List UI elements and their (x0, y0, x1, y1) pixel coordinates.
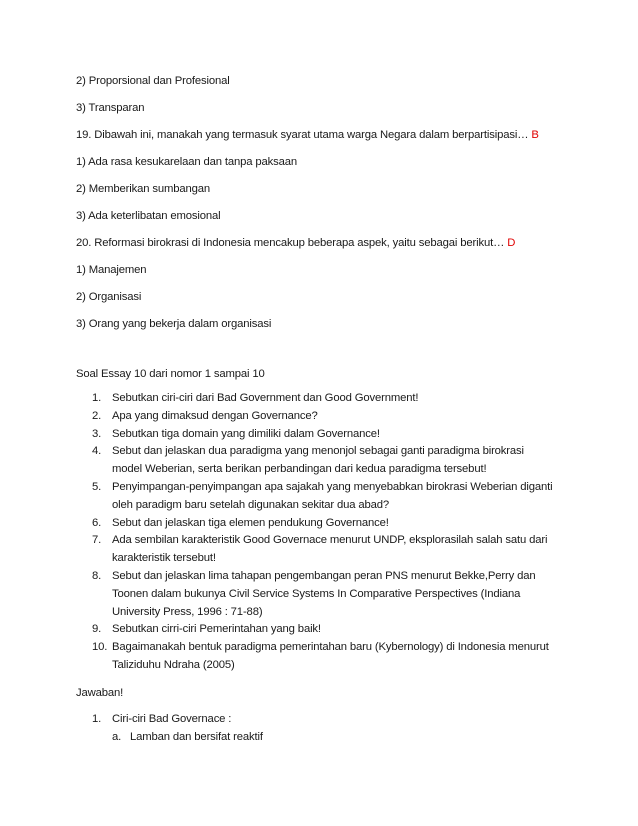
option-line: 3) Ada keterlibatan emosional (76, 210, 221, 222)
option-line: 2) Proporsional dan Profesional (76, 75, 230, 87)
option-line: 1) Manajemen (76, 264, 147, 276)
list-item: 2. Apa yang dimaksud dengan Governance? (92, 409, 318, 422)
list-item: 6. Sebut dan jelaskan tiga elemen pendukung Governance! (92, 516, 389, 529)
option-line: 2) Memberikan sumbangan (76, 183, 211, 195)
answers-heading: Jawaban! (76, 687, 124, 699)
question-line: 20. Reformasi birokrasi di Indonesia mencakup beberapa aspek, yaitu sebagai berikut… D (76, 237, 516, 249)
list-item: a. Lamban dan bersifat reaktif (112, 730, 263, 743)
list-item: 7. Ada sembilan karakteristik Good Governace menurut UNDP, eksplorasilah salah satu dari karakteristik tersebut! (92, 534, 548, 565)
answer-sublist (112, 729, 556, 747)
list-item: 4. Sebut dan jelaskan dua paradigma yang menonjol sebagai ganti paradigma birokrasi model Weberian, serta berikan perbandingan dari kedua paradigma tersebut! (92, 445, 524, 476)
list-item: 1. Ciri-ciri Bad Governace : a. Lamban dan bersifat reaktif (76, 711, 556, 747)
option-line: 2) Organisasi (76, 291, 142, 303)
answer-list (76, 711, 556, 747)
list-item: 3. Sebutkan tiga domain yang dimiliki dalam Governance! (92, 427, 380, 440)
list-item: 5. Penyimpangan-penyimpangan apa sajakah yang menyebabkan birokrasi Weberian diganti oleh paradigm baru setelah digunakan sekitar dua abad? (92, 480, 553, 511)
list-item: 1. Sebutkan ciri-ciri dari Bad Government dan Good Government! (92, 392, 419, 404)
essay-question-list (76, 390, 556, 675)
question-line: 19. Dibawah ini, manakah yang termasuk syarat utama warga Negara dalam berpartisipasi… B (76, 129, 539, 141)
list-item: 10. Bagaimanakah bentuk paradigma pemerintahan baru (Kybernology) di Indonesia menurut Taliziduhu Ndraha (2005) (92, 641, 549, 671)
essay-heading: Soal Essay 10 dari nomor 1 sampai 10 (76, 368, 265, 380)
list-item: 8. Sebut dan jelaskan lima tahapan pengembangan peran PNS menurut Bekke,Perry dan Toonen dalam bukunya Civil Service Systems In Comparative Perspectives (Indiana University Press, 1996 : 71-88) (92, 569, 536, 618)
option-line: 1) Ada rasa kesukarelaan dan tanpa paksaan (76, 156, 298, 168)
answer-key: D (507, 237, 516, 249)
list-item: 9. Sebutkan cirri-ciri Pemerintahan yang baik! (92, 623, 321, 636)
option-line: 3) Transparan (76, 102, 145, 114)
answer-key: B (531, 129, 539, 141)
option-line: 3) Orang yang bekerja dalam organisasi (76, 318, 272, 330)
